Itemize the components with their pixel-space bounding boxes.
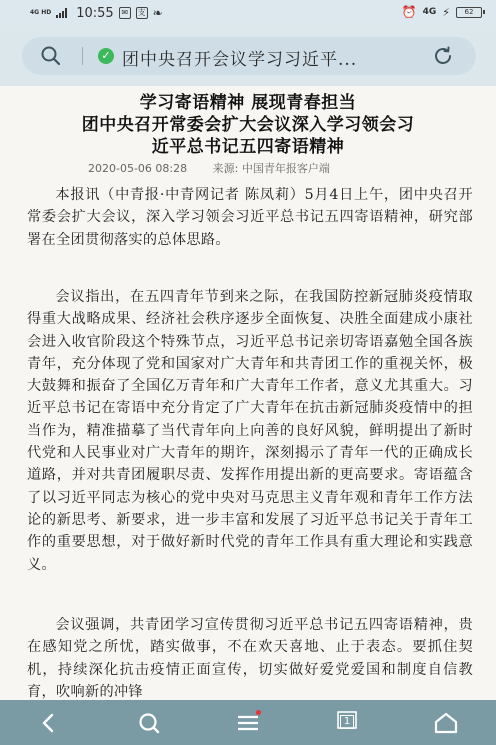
paragraph-2: 会议指出，在五四青年节到来之际，在我国防控新冠肺炎疫情取得重大战略成果、经济社会秩序逐步全面恢复、决胜全面建成小康社会进入收官阶段这个特殊节点，习近平总书记亲切寄语嘉勉全国各族青年，充分体现了党和国家对广大青年和共青团工作的重视关怀，极大鼓舞和振奋了全国亿万青年和广大青年工作者，意义尤其重大。习近平总书记在寄语中充分肯定了广大青年在抗击新冠肺炎疫情中的担当作为，精准描摹了当代青年向上向善的良好风貌，鲜明提出了新时代党和人民事业对广大青年的期许，深刻揭示了青年一代的正确成长道路，并对共青团履职尽责、发挥作用提出新的更高要求。寄语蕴含了以习近平同志为核心的党中央对马克思主义青年观和青年工作方法论的新思考、新要求，进一步丰富和发展了习近平总书记关于青年工作的重要思想，对于做好新时代党的青年工作具有重大理论和实践意义。	[27, 289, 473, 573]
search-icon[interactable]	[40, 45, 62, 67]
address-divider	[82, 47, 83, 65]
alarm-icon: ⏰	[401, 5, 417, 19]
browser-header	[0, 26, 496, 86]
paragraph-3: 会议强调，共青团学习宣传贯彻习近平总书记五四寄语精神，贵在感知党之所忧，踏实做事，不在欢天喜地、止于表态。要抓住契机，持续深化抗击疫情正面宣传，切实做好爱党爱国和制度自信教育，吹响新的冲锋	[27, 617, 473, 700]
network-type: 4G HD	[30, 9, 52, 16]
notification-app-icon: ✉	[119, 7, 131, 19]
secure-check-icon: ✓	[98, 48, 114, 64]
battery-icon: 62	[456, 7, 482, 18]
leaf-icon: ❧	[152, 6, 163, 20]
search-button[interactable]	[134, 708, 164, 738]
refresh-icon[interactable]	[432, 45, 454, 67]
home-button[interactable]	[431, 708, 461, 738]
address-bar[interactable]	[22, 37, 476, 75]
chevron-left-icon	[34, 708, 64, 738]
article-meta	[88, 160, 352, 176]
headline-line-3: 近平总书记五四寄语精神	[151, 137, 345, 157]
signal-4g-icon: 4G	[422, 7, 437, 17]
alipay-icon: 支	[137, 8, 146, 17]
article	[0, 86, 496, 700]
publish-date: 2020-05-06 08:28	[88, 162, 188, 175]
paragraph-1: 本报讯（中青报·中青网记者 陈凤莉）5月4日上午，团中央召开常委会扩大会议，深入学习领会习近平总书记五四寄语精神，研究部署在全团贯彻落实的总体思路。	[27, 187, 473, 248]
tab-count: 1	[340, 715, 354, 729]
home-icon	[431, 708, 461, 738]
status-bar	[0, 0, 496, 26]
headline-line-2: 团中央召开常委会扩大会议深入学习领会习	[81, 115, 415, 135]
menu-button[interactable]	[233, 708, 263, 738]
bottom-navigation	[0, 700, 496, 745]
notification-dot	[256, 710, 261, 715]
back-button[interactable]	[34, 708, 64, 738]
headline-line-1: 学习寄语精神 展现青春担当	[139, 93, 357, 113]
clock: 10:55	[76, 5, 114, 21]
search-icon	[134, 708, 164, 738]
tabs-button[interactable]	[332, 708, 362, 738]
page-title[interactable]: 团中央召开会议学习习近平...	[122, 50, 358, 70]
signal-icon	[56, 8, 67, 18]
article-source: 来源: 中国青年报客户端	[212, 162, 330, 175]
charging-icon: ⚡	[442, 5, 450, 19]
